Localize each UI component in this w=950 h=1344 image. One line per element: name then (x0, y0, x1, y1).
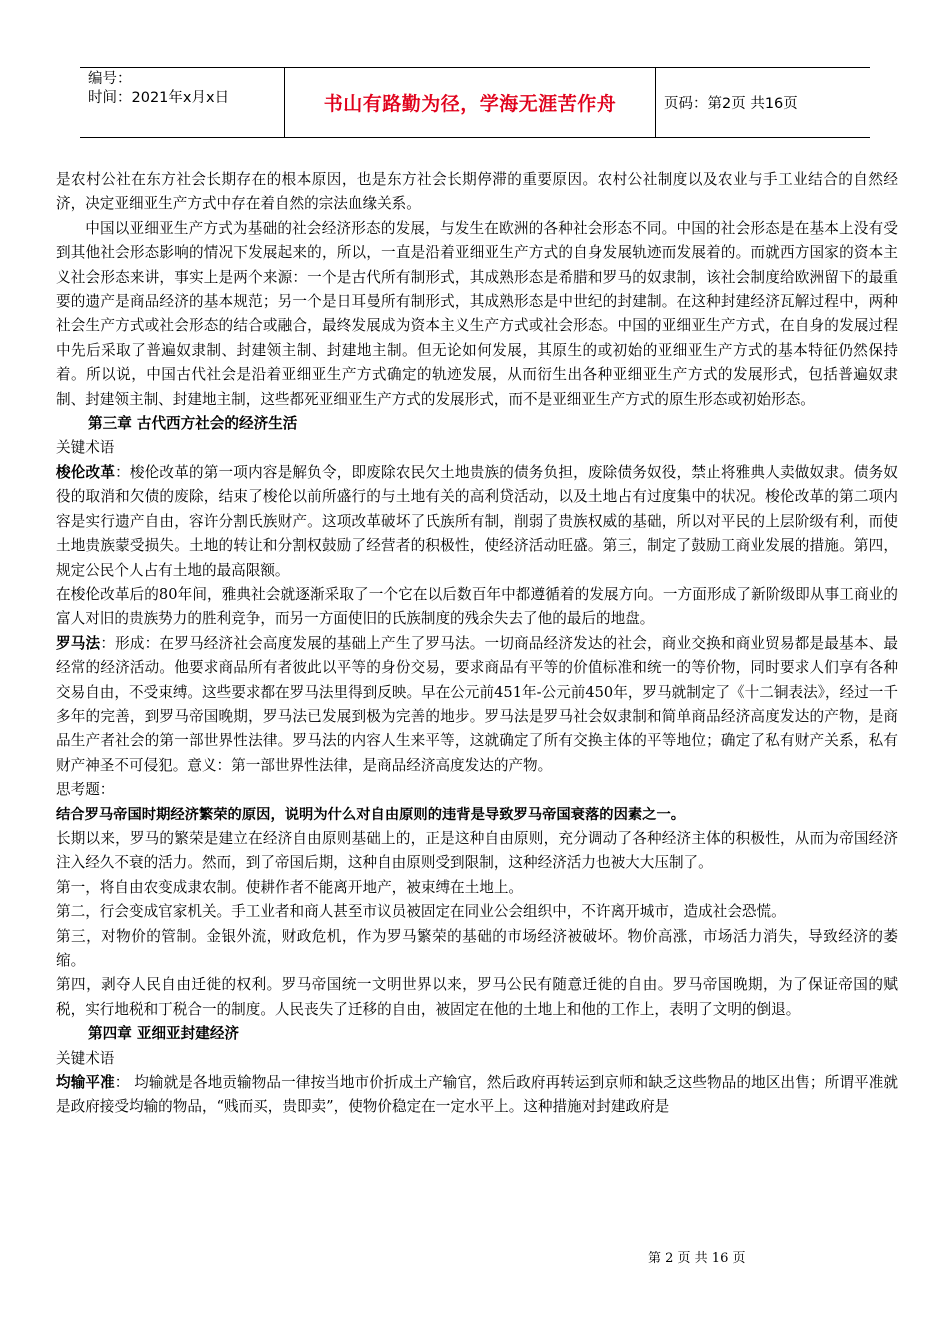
section-label: 关键术语 (56, 439, 115, 457)
term-title: 梭伦改革 (56, 463, 116, 481)
answer-point: 第四，剥夺人民自由迁徙的权利。罗马帝国统一文明世界以来，罗马公民有随意迁徙的自由。罗马帝国晚期，为了保证帝国的赋税，实行地税和丁税合一的制度。人民丧失了迁移的自由，被固定在他的土地上和他的工作上，表明了文明的倒退。 (56, 976, 898, 1018)
paragraph: 在梭伦改革后的80年间，雅典社会就逐渐采取了一个它在以后数百年中都遵循着的发展方向。一方面形成了新阶级即从事工商业的富人对旧的贵族势力的胜利竞争，而另一方面使旧的氏族制度的残余失去了他的最后的地盘。 (56, 585, 898, 628)
term-text: ：形成：在罗马经济社会高度发展的基础上产生了罗马法。一切商品经济发达的社会，商业交换和商业贸易都是最基本、最经常的经济活动。他要求商品所有者彼此以平等的身份交易，要求商品有平等的价值标准和统一的等价物，同时要求人们享有各种交易自由，不受束缚。这些要求都在罗马法里得到反映。早在公元前451年-公元前450年，罗马就制定了《十二铜表法》，经过一千多年的完善，到罗马帝国晚期，罗马法已发展到极为完善的地步。罗马法是罗马社会奴隶制和简单商品经济高度发达的产物，是商品生产者社会的第一部世界性法律。罗马法的内容人生来平等，这就确定了所有交换主体的平等地位；确定了私有财产关系，私有财产神圣不可侵犯。意义：第一部世界性法律，是商品经济高度发达的产物。 (56, 634, 898, 774)
section-label: 思考题： (56, 781, 115, 799)
header-left-cell (80, 68, 284, 137)
answer-point: 第三，对物价的管制。金银外流，财政危机，作为罗马繁荣的基础的市场经济被破坏。物价高涨，市场活力消失，导致经济的萎缩。 (56, 927, 898, 969)
question-text: 结合罗马帝国时期经济繁荣的原因，说明为什么对自由原则的违背是导致罗马帝国衰落的因素之一。 (56, 806, 686, 823)
term-title: 均输平准 (56, 1074, 115, 1092)
paragraph: 是农村公社在东方社会长期存在的根本原因，也是东方社会长期停滞的重要原因。农村公社制度以及农业与手工业结合的自然经济，决定亚细亚生产方式中存在着自然的宗法血缘关系。 (56, 171, 898, 213)
header-motto: 书山有路勤为径，学海无涯苦作舟 (284, 68, 656, 137)
chapter-heading: 第四章 亚细亚封建经济 (88, 1025, 240, 1043)
term-title: 罗马法 (56, 634, 101, 652)
chapter-heading: 第三章 古代西方社会的经济生活 (88, 415, 298, 433)
answer-point: 第一，将自由农变成隶农制。使耕作者不能离开地产，被束缚在土地上。 (56, 878, 524, 896)
answer-point: 第二，行会变成官家机关。手工业者和商人甚至市议员被固定在同业公会组织中，不许离开城市，造成社会恐慌。 (56, 903, 786, 921)
term-paragraph (56, 632, 898, 778)
paragraph: 中国以亚细亚生产方式为基础的社会经济形态的发展，与发生在欧洲的各种社会形态不同。中国的社会形态是在基本上没有受到其他社会形态影响的情况下发展起来的，所以，一直是沿着亚细亚生产方式的自身发展轨迹而发展着的。而就西方国家的资本主义社会形态来讲，事实上是两个来源：一个是古代所有制形式，其成熟形态是希腊和罗马的奴隶制，该社会制度给欧洲留下的最重要的遗产是商品经济的基本规范；另一个是日耳曼所有制形式，其成熟形态是中世纪的封建制。在这种封建经济瓦解过程中，两种社会生产方式或社会形态的结合或融合，最终发展成为资本主义生产方式或社会形态。中国的亚细亚生产方式，在自身的发展过程中先后采取了普遍奴隶制、封建领主制、封建地主制。但无论如何发展，其原生的或初始的亚细亚生产方式的基本特征仍然保持着。所以说，中国古代社会是沿着亚细亚生产方式确定的轨迹发展，从而衍生出各种亚细亚生产方式的发展形式，包括普遍奴隶制、封建领主制、封建地主制，这些都死亚细亚生产方式的发展形式，而不是亚细亚生产方式的原生形态或初始形态。 (56, 219, 898, 408)
page-footer: 第 2 页 共 16 页 (648, 1251, 746, 1266)
term-text: ：梭伦改革的第一项内容是解负令，即废除农民欠土地贵族的债务负担，废除债务奴役，禁止将雅典人卖做奴隶。债务奴役的取消和欠债的废除，结束了梭伦以前所盛行的与土地有关的高利贷活动，以及土地占有过度集中的状况。梭伦改革的第二项内容是实行遗产自由，容许分割氏族财产。这项改革破坏了氏族所有制，削弱了贵族权威的基础，所以对平民的上层阶级有利，而使土地贵族蒙受损失。土地的转让和分割权鼓励了经营者的积极性，使经济活动旺盛。第三，制定了鼓励工商业发展的措施。第四，规定公民个人占有土地的最高限额。 (56, 463, 898, 579)
document-time-label: 时间：2021年x月x日 (88, 90, 230, 106)
document-number-label: 编号： (88, 71, 132, 87)
section-label: 关键术语 (56, 1049, 115, 1067)
term-text: ： 均输就是各地贡输物品一律按当地市价折成土产输官，然后政府再转运到京师和缺乏这些物品的地区出售；所谓平准就是政府接受均输的物品，“贱而买，贵即卖”，使物价稳定在一定水平上。这种措施对封建政府是 (56, 1074, 898, 1116)
paragraph: 长期以来，罗马的繁荣是建立在经济自由原则基础上的，正是这种自由原则，充分调动了各种经济主体的积极性，从而为帝国经济注入经久不衰的活力。然而，到了帝国后期，这种自由原则受到限制，这种经济活力也被大大压制了。 (56, 829, 898, 872)
term-paragraph (56, 461, 898, 583)
term-paragraph (56, 1071, 898, 1120)
header-table (80, 67, 870, 138)
document-body (56, 168, 898, 1120)
header-page-info: 页码：第2页 共16页 (664, 96, 798, 112)
